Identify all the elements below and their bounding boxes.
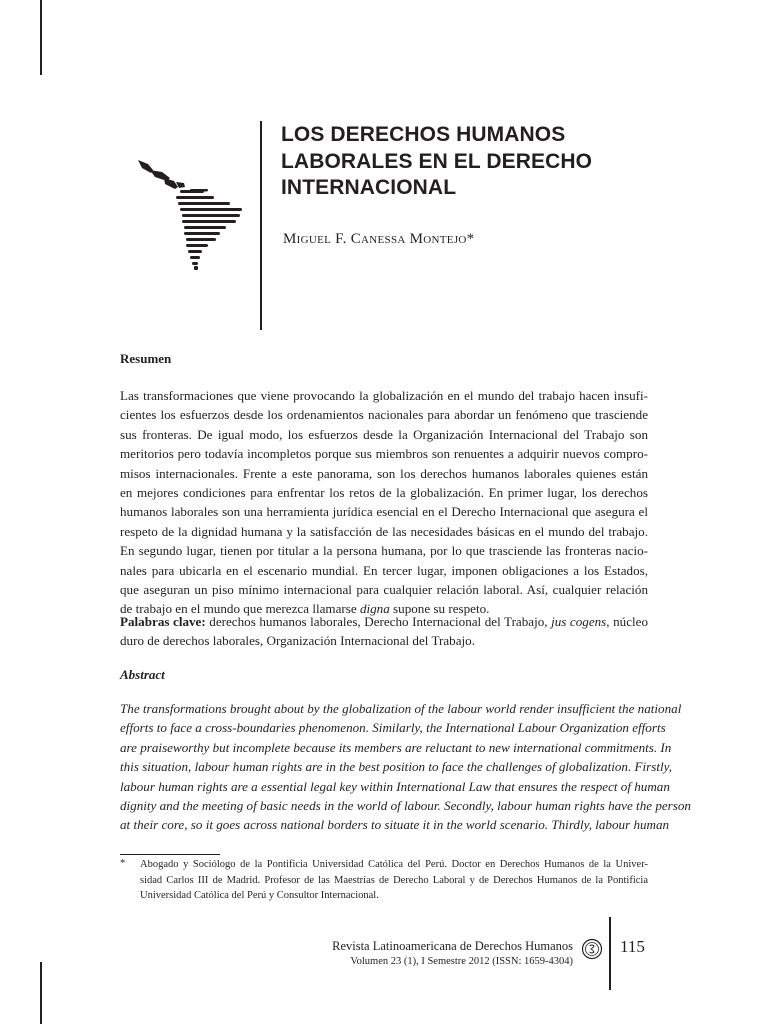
text-line: en mejores condiciones para enfrentar los retos de la globalización. En primer lugar, los derechos	[120, 485, 648, 501]
text-line: En segundo lugar, tienen por titular a la persona humana, por lo que trasciende las fronteras nacio-	[120, 543, 648, 559]
text-run: , núcleo	[606, 614, 648, 629]
crop-mark-top	[40, 0, 42, 75]
crop-mark-bottom	[40, 962, 42, 1024]
abstract-heading: Abstract	[120, 667, 165, 682]
footnote-rule	[120, 854, 220, 855]
text-line: are praiseworthy but incomplete because its members are reluctant to new international commitments. In	[120, 739, 672, 755]
footnote-line: Abogado y Sociólogo de la Pontificia Universidad Católica del Perú. Doctor en Derechos Humanos de la Univer-	[140, 859, 648, 870]
text-line	[120, 612, 648, 631]
text-run: supone su respeto.	[389, 601, 490, 617]
footnote-mark: *	[120, 858, 126, 869]
page-number: 115	[620, 937, 645, 956]
text-line: nales para ubicarla en el escenario mundial. En tercer lugar, imponen obligaciones a los Estados,	[120, 562, 648, 578]
article-title	[281, 122, 701, 202]
text-line: duro de derechos laborales, Organización Internacional del Trabajo.	[120, 633, 475, 649]
footnote-line: sidad Carlos III de Madrid. Profesor de las Maestrías de Derecho Laboral y de Derechos Humanos de la Pontificia	[140, 874, 648, 886]
text-line: this situation, labour human rights are in the best position to face the challenges of globalization. Firstly,	[120, 759, 672, 775]
title-line: LOS DERECHOS HUMANOS	[281, 123, 566, 146]
footnote-text	[140, 857, 648, 904]
journal-name: Revista Latinoamericana de Derechos Humanos	[332, 939, 573, 953]
journal-seal-icon	[581, 938, 603, 960]
title-divider	[260, 121, 262, 330]
text-line: efforts to face a cross-boundaries phenomenon. Similarly, the International Labour Organization efforts	[120, 720, 666, 736]
text-line: labour human rights are a essential legal key within International Law that ensures the respect of human	[120, 778, 670, 794]
text-line: misos internacionales. Frente a este panorama, son los derechos humanos laborales quienes están	[120, 465, 648, 481]
text-line: que aseguran un piso mínimo internacional para cualquier relación laboral. Así, cualquier relación	[120, 582, 648, 598]
title-line: LABORALES EN EL DERECHO	[281, 149, 593, 173]
text-run: derechos humanos laborales, Derecho Internacional del Trabajo,	[205, 614, 552, 629]
text-line: at their core, so it goes across national borders to situate it in the world scenario. Thirdly, labour human	[120, 817, 670, 833]
italic-term: jus cogens	[551, 614, 607, 629]
text-line: meritorios pero todavía incompletos porque sus miembros son renuentes a adquirir nuevos compro-	[120, 446, 648, 462]
text-line: sus fronteras. De igual modo, los esfuerzos desde la Organización Internacional del Trabajo son	[120, 426, 648, 442]
journal-info	[332, 939, 573, 969]
italic-term: digna	[359, 601, 390, 617]
text-line: cientes los esfuerzos desde los ordenamientos nacionales para abordar un fenómeno que trasciende	[120, 407, 648, 423]
text-run: de trabajo en el mundo que merezca llamarse	[120, 601, 360, 617]
keywords-label: Palabras clave:	[120, 614, 206, 629]
resumen-heading: Resumen	[120, 351, 172, 366]
abstract-text	[120, 699, 691, 835]
keywords-block	[120, 612, 648, 651]
title-line: INTERNACIONAL	[281, 176, 457, 199]
text-line: respeto de la dignidad humana y la satisfacción de las necesidades básicas en el mundo del trabajo.	[120, 523, 648, 539]
resumen-text	[120, 386, 648, 619]
journal-volume: Volumen 23 (1), I Semestre 2012 (ISSN: 1659-4304)	[350, 956, 573, 967]
text-line: dignity and the meeting of basic needs in the world of labour. Secondly, labour human rights have the person	[120, 798, 691, 814]
text-line: humanos laborales son una herramienta jurídica esencial en el Derecho Internacional que asegura el	[120, 504, 648, 520]
author-name: Miguel F. Canessa Montejo*	[283, 231, 475, 247]
latin-america-map-logo	[130, 152, 248, 272]
footer-divider	[609, 917, 611, 990]
text-line: The transformations brought about by the globalization of the labour world render insufficient the national	[120, 701, 682, 716]
footnote-line: Universidad Católica del Perú y Consultor Internacional.	[140, 890, 379, 901]
text-line: Las transformaciones que viene provocando la globalización en el mundo del trabajo hacen insufi-	[120, 388, 648, 403]
